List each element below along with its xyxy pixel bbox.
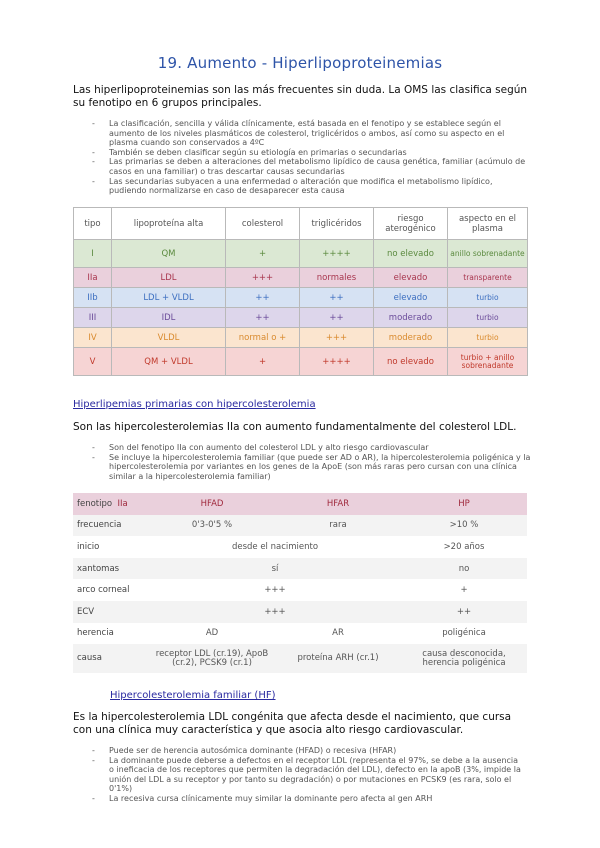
table-cell: ++: [226, 308, 300, 328]
intro-paragraph: Las hiperlipoproteinemias son las más frecuentes sin duda. La OMS las clasifica según su fenotipo en 6 grupos principales.: [73, 84, 528, 109]
table-cell: ++: [401, 601, 527, 623]
table-cell: elevado: [374, 288, 448, 308]
table-cell: V: [74, 348, 112, 376]
table-cell: turbio + anillo sobrenadante: [448, 348, 528, 376]
table-row: [74, 328, 528, 348]
table-cell: normal o +: [226, 328, 300, 348]
table-cell: no elevado: [374, 240, 448, 268]
table-row: [73, 558, 527, 580]
section1-bullet-list: [92, 443, 532, 481]
list-item: - La dominante puede deberse a defectos en el receptor LDL (representa el 97%, se debe a la ausencia o ineficacia de los receptores que permiten la degradación del LDL), defecto en la apoB (3%, impide la unión del LDL a su receptor y por tanto su degradación) o por mutaciones en PCSK9 (es rara, solo el 0'1%): [92, 756, 522, 794]
table-cell: I: [74, 240, 112, 268]
column-header: HFAR: [275, 493, 401, 515]
row-label: arco corneal: [77, 585, 130, 596]
table-row: [74, 348, 528, 376]
list-item: - También se deben clasificar según su etiología en primarias o secundarias: [92, 148, 532, 158]
table-cell: normales: [300, 268, 374, 288]
list-item: - Son del fenotipo IIa con aumento del colesterol LDL y alto riesgo cardiovascular: [92, 443, 532, 453]
table-cell: elevado: [374, 268, 448, 288]
table-header-row: [74, 208, 528, 240]
row-label: ECV: [73, 601, 149, 623]
table-cell: 0'3-0'5 %: [149, 515, 275, 537]
table-cell: +: [226, 348, 300, 376]
table-cell: VLDL: [112, 328, 226, 348]
table-cell: LDL: [112, 268, 226, 288]
table-cell: +: [226, 240, 300, 268]
column-header: colesterol: [226, 208, 300, 240]
row-label: frecuencia: [73, 515, 149, 537]
table-cell: causa desconocida, herencia poligénica: [401, 644, 527, 673]
table-row: [73, 579, 527, 601]
list-item: - Las primarias se deben a alteraciones del metabolismo lipídico de causa genética, familiar (acúmulo de casos en una familiar) o tras descartar causas secundarias: [92, 157, 532, 176]
table-cell: +++: [300, 328, 374, 348]
table-cell: anillo sobrenadante: [448, 240, 528, 268]
table-cell: desde el nacimiento: [231, 541, 319, 552]
table-cell: +++: [226, 268, 300, 288]
table-cell: ++: [300, 308, 374, 328]
row-label: herencia: [77, 628, 114, 639]
table-cell: rara: [275, 515, 401, 537]
table-cell: IIa: [74, 268, 112, 288]
row-label: xantomas: [73, 558, 149, 580]
comparison-table: [73, 493, 527, 673]
list-item: - La recesiva cursa clínicamente muy similar la dominante pero afecta al gen ARH: [92, 794, 522, 804]
table-cell: IV: [74, 328, 112, 348]
table-cell: turbio: [448, 308, 528, 328]
section-lead-paragraph: Es la hipercolesterolemia LDL congénita que afecta desde el nacimiento, que cursa con una clínica muy característica y que asocia alto riesgo cardiovascular.: [73, 711, 512, 736]
table-cell: turbio: [448, 328, 528, 348]
page-title: 19. Aumento - Hiperlipoproteinemias: [157, 54, 443, 72]
table-header-row: [73, 493, 527, 515]
phenotype-tag: IIa: [117, 498, 128, 509]
column-header: HFAD: [149, 493, 275, 515]
table-cell: +++: [149, 601, 401, 623]
classification-table: [73, 207, 528, 376]
table-cell: LDL + VLDL: [112, 288, 226, 308]
table-row: [73, 623, 527, 645]
table-row: [74, 308, 528, 328]
table-cell: no: [401, 558, 527, 580]
table-cell: IIb: [74, 288, 112, 308]
list-item: - La clasificación, sencilla y válida clínicamente, está basada en el fenotipo y se establece según el aumento de los niveles plasmáticos de colesterol, triglicéridos o ambos, así como su aspecto en el plasma cuando son conservados a 4ºC: [92, 119, 532, 148]
table-cell: ++: [226, 288, 300, 308]
table-row: [73, 644, 527, 673]
column-header: triglicéridos: [300, 208, 374, 240]
table-cell: +: [460, 585, 468, 596]
table-cell: sí: [149, 558, 401, 580]
column-header: tipo: [74, 208, 112, 240]
table-cell: QM: [112, 240, 226, 268]
table-cell: AD: [205, 628, 219, 639]
table-cell: III: [74, 308, 112, 328]
table-row: [73, 601, 527, 623]
section-heading-familial-hypercholesterolemia: Hipercolesterolemia familiar (HF): [110, 690, 276, 701]
table-cell: turbio: [448, 288, 528, 308]
table-cell: poligénica: [442, 628, 486, 639]
column-header: aspecto en el plasma: [448, 208, 528, 240]
section-heading-primary-hypercholesterolemia: Hiperlipemias primarias con hipercolesterolemia: [73, 399, 316, 410]
intro-bullet-list: [92, 119, 532, 196]
table-row: [73, 515, 527, 537]
table-row: [73, 536, 527, 558]
table-cell: +++: [264, 585, 286, 596]
table-cell: ++++: [300, 348, 374, 376]
table-row: [74, 240, 528, 268]
table-cell: receptor LDL (cr.19), ApoB (cr.2), PCSK9 (cr.1): [149, 644, 275, 673]
table-cell: AR: [332, 628, 344, 639]
table-cell: >10 %: [401, 515, 527, 537]
table-cell: QM + VLDL: [112, 348, 226, 376]
table-cell: ++: [300, 288, 374, 308]
column-header: HP: [401, 493, 527, 515]
row-label: causa: [73, 644, 149, 673]
row-label: inicio: [77, 541, 100, 552]
table-cell: transparente: [448, 268, 528, 288]
table-cell: IDL: [112, 308, 226, 328]
table-cell: moderado: [374, 308, 448, 328]
table-cell: >20 años: [443, 541, 485, 552]
table-cell: no elevado: [374, 348, 448, 376]
list-item: - Las secundarias subyacen a una enfermedad o alteración que modifica el metabolismo lipídico, pudiendo normalizarse en caso de desaparecer esta causa: [92, 177, 532, 196]
section2-bullet-list: [92, 746, 522, 804]
section-lead-paragraph: Son las hipercolesterolemias IIa con aumento fundamentalmente del colesterol LDL.: [73, 421, 517, 433]
column-header: lipoproteína alta: [112, 208, 226, 240]
list-item: - Puede ser de herencia autosómica dominante (HFAD) o recesiva (HFAR): [92, 746, 522, 756]
table-cell: proteína ARH (cr.1): [275, 644, 401, 673]
table-row: [74, 268, 528, 288]
column-header: riesgo aterogénico: [374, 208, 448, 240]
table-row: [74, 288, 528, 308]
table-cell: moderado: [374, 328, 448, 348]
row-label: [73, 493, 149, 515]
list-item: - Se incluye la hipercolesterolemia familiar (que puede ser AD o AR), la hipercolesterolemia poligénica y la hipercolesterolemia por variantes en los genes de la ApoE (son más raras pero cursan con una clínica similar a la hipercolesterolemia familiar): [92, 453, 532, 482]
table-cell: ++++: [300, 240, 374, 268]
header-label: fenotipo: [77, 498, 113, 509]
